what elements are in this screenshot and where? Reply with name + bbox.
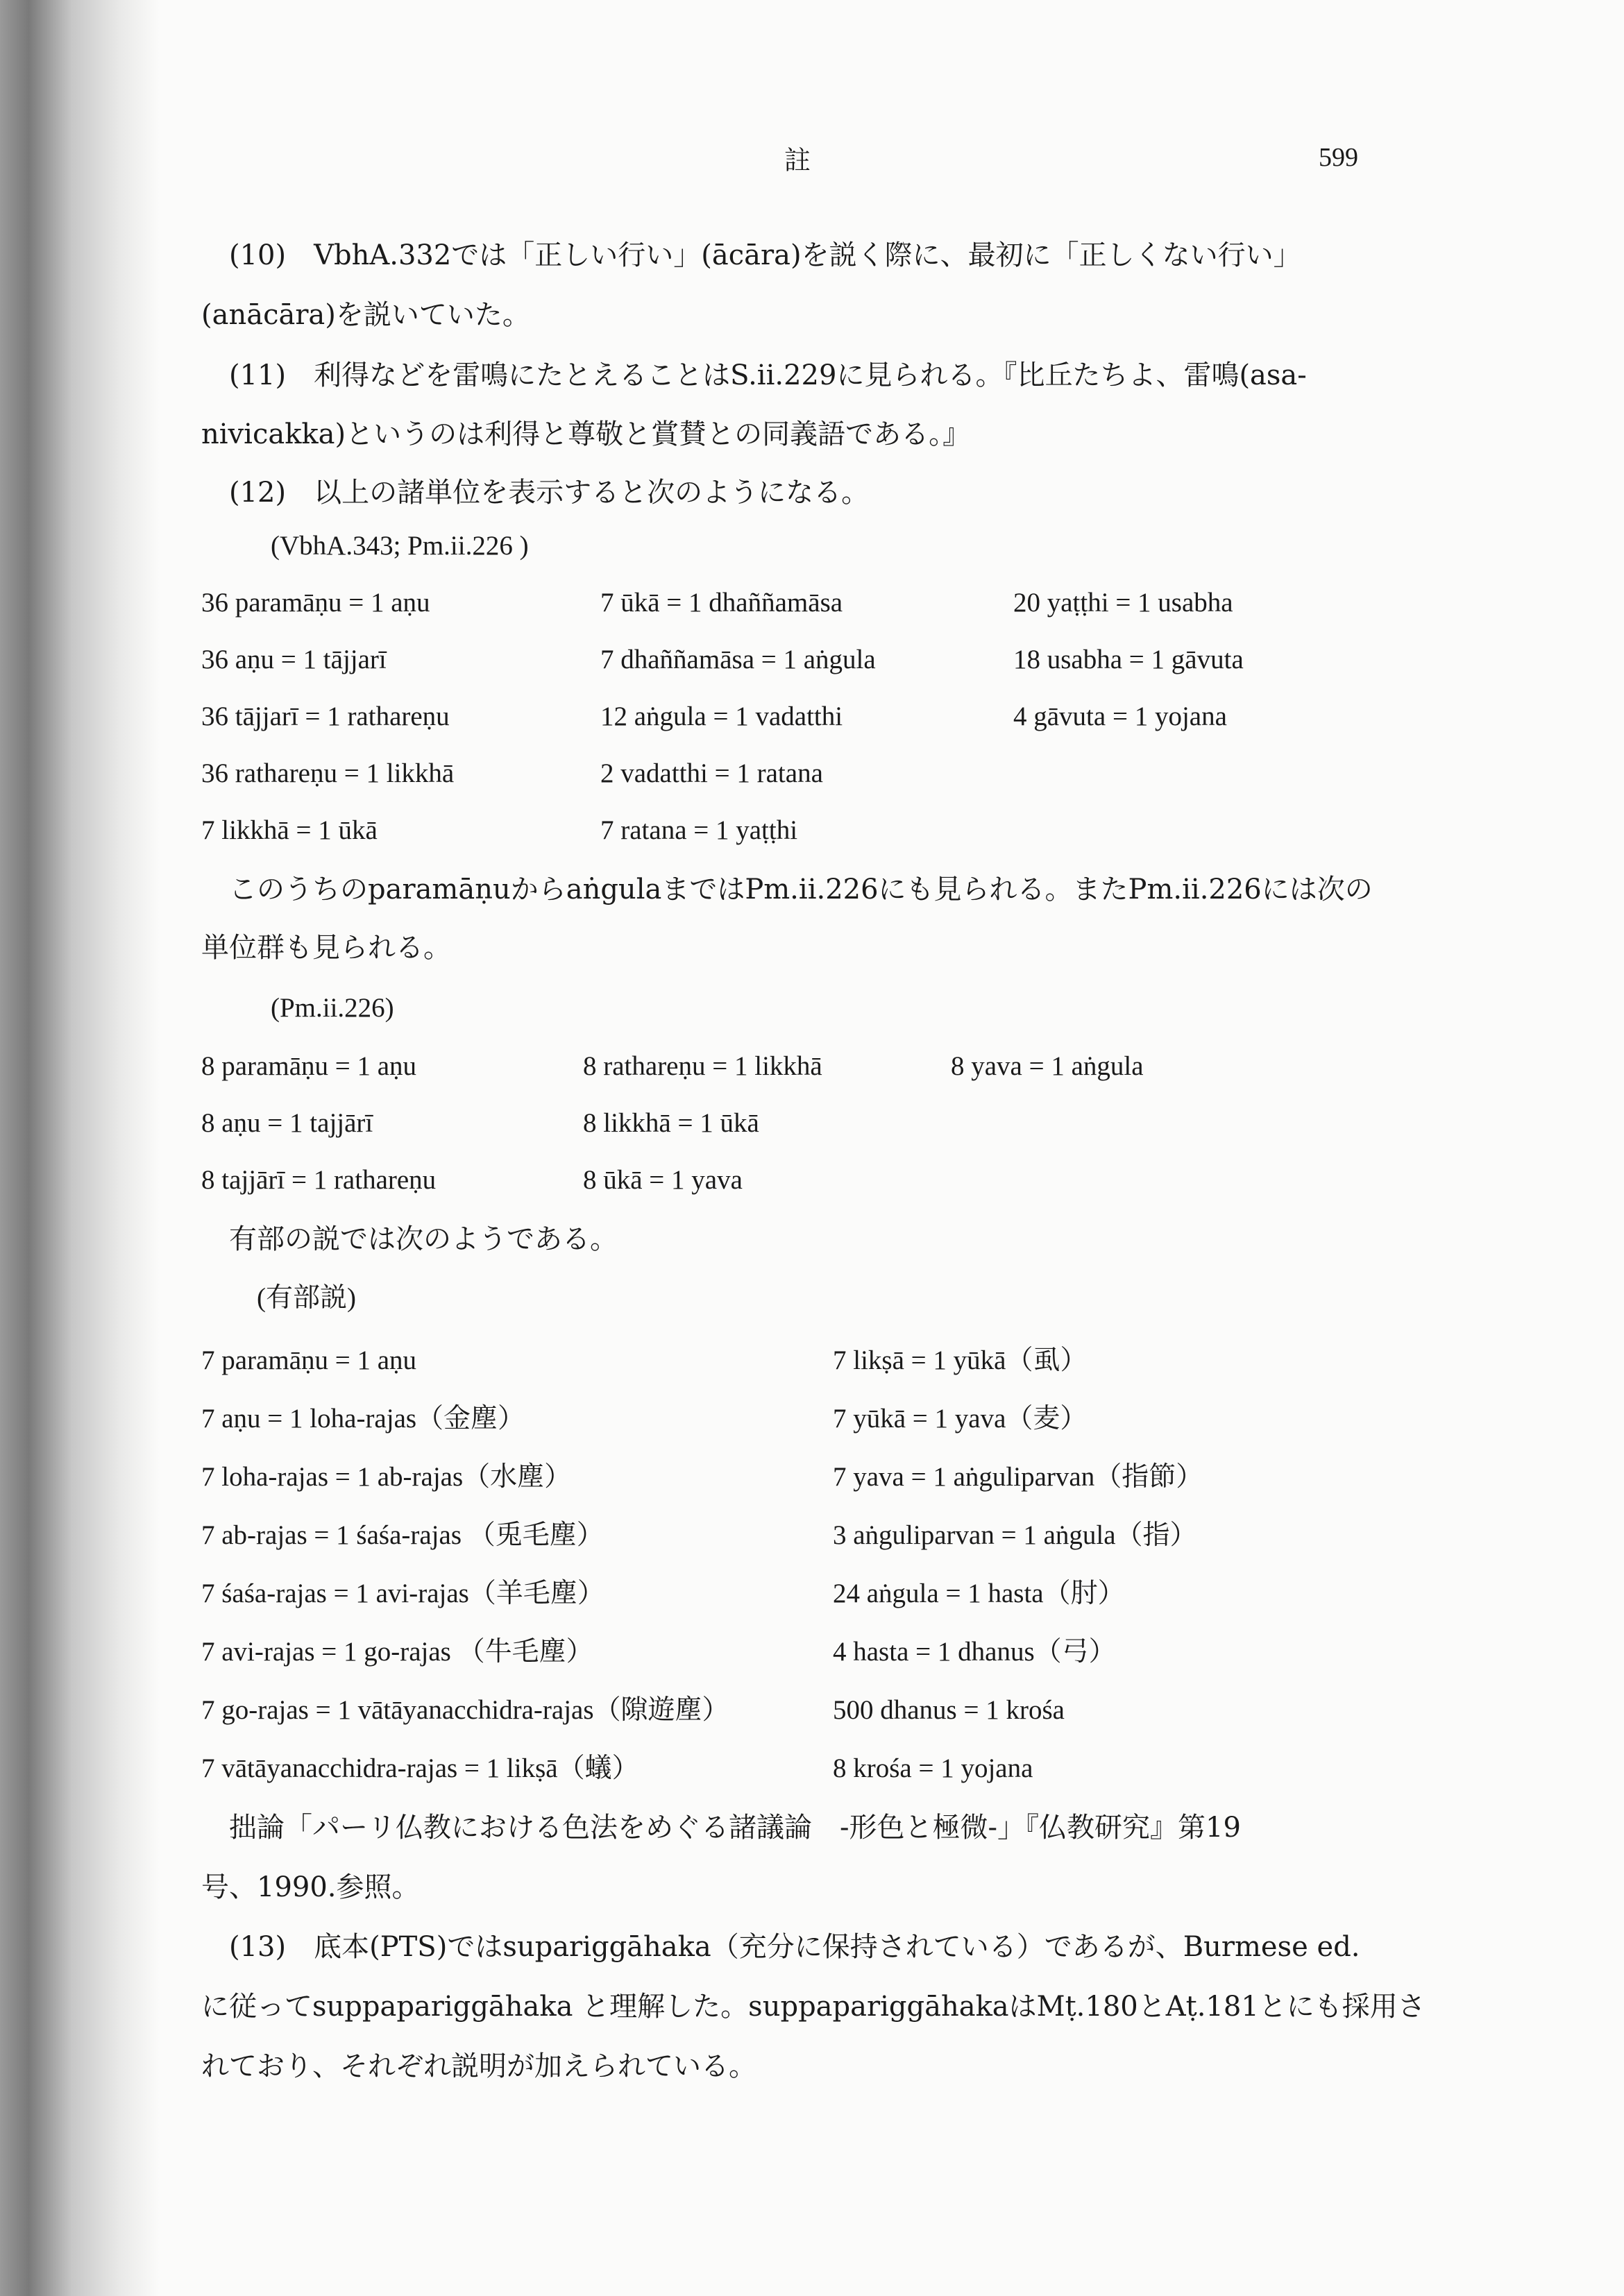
table2-row: 8 paramāṇu = 1 aṇu: [201, 1051, 417, 1081]
table1-row: 36 paramāṇu = 1 aṇu: [201, 588, 430, 618]
table1-row: 7 ratana = 1 yaṭṭhi: [600, 815, 798, 845]
note-12-intro: (12) 以上の諸単位を表示すると次のようになる。: [229, 477, 870, 509]
page-number: 599: [1319, 143, 1358, 172]
table2-row: 8 rathareṇu = 1 likkhā: [583, 1051, 822, 1081]
table1-row: 20 yaṭṭhi = 1 usabha: [1013, 588, 1233, 618]
note-12-para-2: 有部の説では次のようである。: [229, 1223, 618, 1255]
note-12-para-1-line-2: 単位群も見られる。: [201, 932, 451, 964]
table1-row: 12 aṅgula = 1 vadatthi: [600, 701, 843, 731]
table1-row: 7 likkhā = 1 ūkā: [201, 815, 378, 845]
table1-row: 36 aṇu = 1 tājjarī: [201, 645, 387, 674]
table3-row: 500 dhanus = 1 krośa: [833, 1695, 1065, 1725]
note-11-line-2: nivicakka)というのは利得と尊敬と賞賛との同義語である。』: [201, 418, 971, 450]
note-10-line-1: (10) VbhA.332では「正しい行い」(ācāra)を説く際に、最初に「正しくない行い」: [229, 239, 1301, 271]
table3-row: 7 likṣā = 1 yūkā（虱）: [833, 1345, 1088, 1375]
note-12-ref-line-1: 拙論「パーリ仏教における色法をめぐる諸議論 -形色と極微-」『仏教研究』第19: [229, 1812, 1241, 1844]
table1-row: 18 usabha = 1 gāvuta: [1013, 645, 1244, 674]
table1-row: 36 tājjarī = 1 rathareṇu: [201, 701, 450, 731]
note-13-line-2: に従ってsuppapariggāhaka と理解した。suppapariggāhakaはMṭ.180とAṭ.181とにも採用さ: [201, 1991, 1426, 2023]
table3-row: 7 vātāyanacchidra-rajas = 1 likṣā（蟻）: [201, 1753, 639, 1783]
table3-source: (有部説): [257, 1283, 356, 1313]
note-12-para-1-line-1: このうちのparamāṇuからaṅgulaまではPm.ii.226にも見られる。またPm.ii.226には次の: [229, 874, 1373, 905]
table1-row: 4 gāvuta = 1 yojana: [1013, 701, 1227, 731]
note-12-ref-line-2: 号、1990.参照。: [201, 1871, 420, 1903]
table1-row: 7 ūkā = 1 dhaññamāsa: [600, 588, 843, 618]
table3-row: 7 śaśa-rajas = 1 avi-rajas（羊毛塵）: [201, 1579, 604, 1608]
note-11-line-1: (11) 利得などを雷鳴にたとえることはS.ii.229に見られる。『比丘たちよ、雷鳴(asa-: [229, 359, 1307, 391]
table2-row: 8 tajjārī = 1 rathareṇu: [201, 1165, 437, 1195]
table3-row: 7 paramāṇu = 1 aṇu: [201, 1345, 417, 1375]
table3-row: 7 go-rajas = 1 vātāyanacchidra-rajas（隙遊塵）: [201, 1695, 729, 1725]
table2-row: 8 aṇu = 1 tajjārī: [201, 1108, 373, 1138]
table3-row: 7 yava = 1 aṅguliparvan（指節）: [833, 1462, 1203, 1492]
table3-row: 7 aṇu = 1 loha-rajas（金塵）: [201, 1404, 525, 1434]
note-13-line-1: (13) 底本(PTS)ではsupariggāhaka（充分に保持されている）であるが、Burmese ed.: [229, 1931, 1360, 1963]
table2-row: 8 ūkā = 1 yava: [583, 1165, 743, 1195]
table3-row: 7 loha-rajas = 1 ab-rajas（水塵）: [201, 1462, 572, 1492]
running-header: 註: [784, 145, 811, 176]
table2-source: (Pm.ii.226): [271, 993, 394, 1023]
note-10-line-2: (anācāra)を説いていた。: [201, 299, 530, 331]
table2-row: 8 yava = 1 aṅgula: [951, 1051, 1144, 1081]
table3-row: 7 yūkā = 1 yava（麦）: [833, 1404, 1088, 1434]
book-spine-shadow: [0, 0, 160, 2296]
table3-row: 8 krośa = 1 yojana: [833, 1753, 1033, 1783]
table1-source: (VbhA.343; Pm.ii.226 ): [271, 531, 529, 561]
table2-row: 8 likkhā = 1 ūkā: [583, 1108, 759, 1138]
table3-row: 24 aṅgula = 1 hasta（肘）: [833, 1579, 1125, 1608]
note-13-line-3: れており、それぞれ説明が加えられている。: [201, 2050, 756, 2082]
table1-row: 2 vadatthi = 1 ratana: [600, 758, 823, 788]
table3-row: 3 aṅguliparvan = 1 aṅgula（指）: [833, 1520, 1197, 1550]
table3-row: 7 avi-rajas = 1 go-rajas （牛毛塵）: [201, 1637, 593, 1667]
table1-row: 7 dhaññamāsa = 1 aṅgula: [600, 645, 876, 674]
table1-row: 36 rathareṇu = 1 likkhā: [201, 758, 455, 788]
table3-row: 4 hasta = 1 dhanus（弓）: [833, 1637, 1116, 1667]
table3-row: 7 ab-rajas = 1 śaśa-rajas （兎毛塵）: [201, 1520, 604, 1550]
